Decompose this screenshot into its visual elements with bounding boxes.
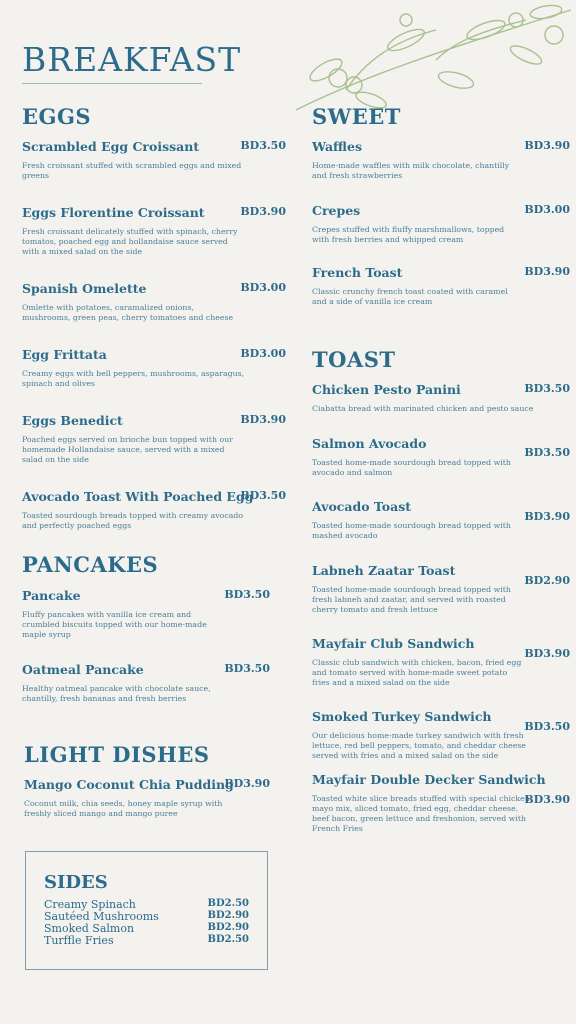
menu-item <box>22 588 272 640</box>
menu-item <box>312 563 570 615</box>
item-price: BD3.00 <box>524 203 570 216</box>
item-price: BD2.90 <box>524 574 570 587</box>
menu-item <box>312 265 570 307</box>
item-name: Oatmeal Pancake <box>22 662 144 677</box>
item-price: BD3.50 <box>524 720 570 733</box>
side-name: Turffle Fries <box>44 934 114 947</box>
menu-item <box>22 489 288 531</box>
item-description: Creamy eggs with bell peppers, mushrooms, asparagus, spinach and olives <box>22 369 245 388</box>
menu-item <box>22 139 288 181</box>
item-description: Toasted white slice breads stuffed with special chicken mayo mix, sliced tomato, fried egg, cheddar cheese, beef bacon, green lettuce and freshonion, served with French Fries <box>312 794 530 833</box>
item-description: Toasted home-made sourdough bread topped with fresh labneh and zaatar, and served with roasted cherry tomato and fresh lettuce <box>312 585 511 614</box>
item-name: Mayfair Club Sandwich <box>312 636 475 651</box>
item-name: Mango Coconut Chia Pudding <box>24 777 234 792</box>
page-title: BREAKFAST <box>22 40 242 79</box>
menu-item <box>22 662 272 704</box>
item-name: Avocado Toast With Poached Egg <box>22 489 254 504</box>
menu-item <box>22 347 288 389</box>
menu-item <box>22 413 288 465</box>
side-price: BD2.90 <box>207 910 249 921</box>
side-price: BD2.50 <box>207 934 249 945</box>
section-heading-sides: SIDES <box>44 872 108 893</box>
item-description: Omlette with potatoes, caramalized onions, mushrooms, green peas, cherry tomatoes and cheese <box>22 303 234 322</box>
item-price: BD3.90 <box>240 205 286 218</box>
item-name: Smoked Turkey Sandwich <box>312 709 492 724</box>
item-name: Pancake <box>22 588 81 603</box>
item-name: Labneh Zaatar Toast <box>312 563 456 578</box>
item-name: French Toast <box>312 265 403 280</box>
item-description: Coconut milk, chia seeds, honey maple syrup with freshly sliced mango and mango puree <box>24 799 223 818</box>
item-name: Avocado Toast <box>312 499 412 514</box>
side-price: BD2.90 <box>207 922 249 933</box>
item-price: BD3.90 <box>524 265 570 278</box>
menu-item <box>312 139 570 181</box>
menu-item <box>24 777 272 819</box>
item-description: Toasted home-made sourdough bread topped with avocado and salmon <box>312 458 511 477</box>
item-description: Classic crunchy french toast coated with caramel and a side of vanilla ice cream <box>312 287 508 306</box>
menu-item <box>22 205 288 257</box>
item-price: BD3.90 <box>524 793 570 806</box>
item-name: Eggs Florentine Croissant <box>22 205 205 220</box>
item-description: Fresh croissant stuffed with scrambled eggs and mixed greens <box>22 161 242 180</box>
item-price: BD3.50 <box>240 489 286 502</box>
item-price: BD3.50 <box>524 382 570 395</box>
menu-item <box>312 772 570 834</box>
section-heading-toast: TOAST <box>312 347 396 372</box>
item-name: Egg Frittata <box>22 347 107 362</box>
item-name: Chicken Pesto Panini <box>312 382 461 397</box>
item-description: Toasted home-made sourdough bread topped with mashed avocado <box>312 521 511 540</box>
menu-item <box>312 636 570 688</box>
section-heading-sweet: SWEET <box>312 104 401 129</box>
item-description: Our delicious home-made turkey sandwich with fresh lettuce, red bell peppers, tomato, and cheddar cheese served with fries and a mixed salad on the side <box>312 731 526 760</box>
side-name: Smoked Salmon <box>44 922 135 935</box>
item-name: Crepes <box>312 203 361 218</box>
item-price: BD3.50 <box>224 588 270 601</box>
item-price: BD3.50 <box>224 662 270 675</box>
menu-item <box>312 436 570 478</box>
item-price: BD3.90 <box>240 413 286 426</box>
item-name: Eggs Benedict <box>22 413 123 428</box>
item-description: Healthy oatmeal pancake with chocolate sauce, chantilly, fresh bananas and fresh berries <box>22 684 211 703</box>
item-description: Classic club sandwich with chicken, bacon, fried egg and tomato served with home-made sweet potato fries and a mixed salad on the side <box>312 658 522 687</box>
item-name: Spanish Omelette <box>22 281 147 296</box>
menu-item <box>312 499 570 541</box>
item-name: Salmon Avocado <box>312 436 427 451</box>
item-price: BD3.90 <box>524 139 570 152</box>
item-description: Fluffy pancakes with vanilla ice cream and crumbled biscuits topped with our home-made maple syrup <box>22 610 207 639</box>
item-name: Scrambled Egg Croissant <box>22 139 200 154</box>
side-price: BD2.50 <box>207 898 249 909</box>
menu-item <box>312 203 570 245</box>
side-name: Sautéed Mushrooms <box>44 910 159 923</box>
section-heading-light-dishes: LIGHT DISHES <box>24 742 210 767</box>
menu-item <box>312 382 570 414</box>
item-price: BD3.50 <box>524 446 570 459</box>
item-price: BD3.00 <box>240 281 286 294</box>
item-name: Waffles <box>312 139 362 154</box>
item-price: BD3.50 <box>240 139 286 152</box>
item-name: Mayfair Double Decker Sandwich <box>312 772 546 787</box>
item-description: Crepes stuffed with fluffy marshmallows, topped with fresh berries and whipped cream <box>312 225 505 244</box>
item-description: Ciabatta bread with marinated chicken and pesto sauce <box>312 404 534 413</box>
item-price: BD3.00 <box>240 347 286 360</box>
item-description: Poached eggs served on brioche bun topped with our homemade Hollandaise sauce, served with a mixed salad on the side <box>22 435 233 464</box>
sides-box <box>25 851 268 970</box>
item-description: Home-made waffles with milk chocolate, chantilly and fresh strawberries <box>312 161 510 180</box>
item-description: Toasted sourdough breads topped with creamy avocado and perfectly poached eggs <box>22 511 244 530</box>
section-heading-pancakes: PANCAKES <box>22 552 159 577</box>
menu-item <box>22 281 288 323</box>
title-divider <box>22 83 202 84</box>
side-name: Creamy Spinach <box>44 898 136 911</box>
section-heading-eggs: EGGS <box>22 104 92 129</box>
olive-branch-decoration <box>286 0 576 120</box>
item-description: Fresh croissant delicately stuffed with spinach, cherry tomatos, poached egg and hollandaise sauce served with a mixed salad on the side <box>22 227 238 256</box>
menu-item <box>312 709 570 761</box>
item-price: BD3.90 <box>524 510 570 523</box>
item-price: BD3.90 <box>524 647 570 660</box>
item-price: BD3.90 <box>224 777 270 790</box>
